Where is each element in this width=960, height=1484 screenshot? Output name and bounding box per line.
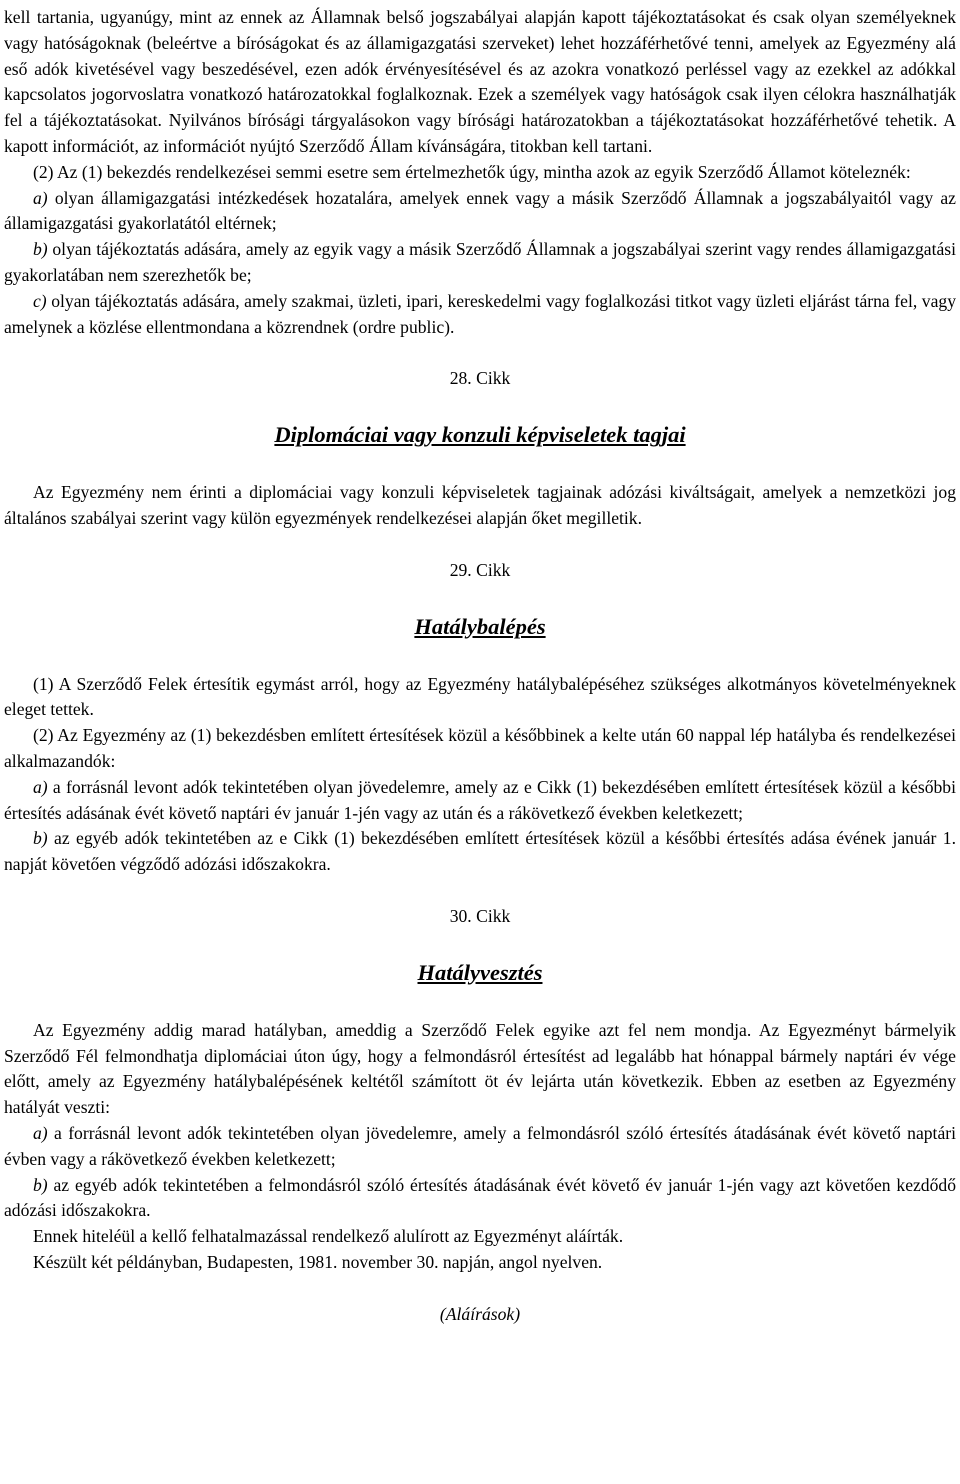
item-text: a forrásnál levont adók tekintetében olyan jövedelemre, amely a felmondásról szóló értesítés átadásának évét követő naptári évben vagy a rákövetkező években keletkezett;	[4, 1122, 956, 1169]
art30-number: 30. Cikk	[449, 905, 511, 926]
art30-text: Az Egyezmény addig marad hatályban, ameddig a Szerződő Felek egyike azt fel nem mondja. Az Egyezményt bármelyik Szerződő Fél felmondhatja diplomáciai úton úgy, hogy a felmondásról értesítést ad legalább hat hónappal bármely naptári év vége előtt, amely az Egyezmény hatálybalépésének keltétől számított öt év lejárta után következik. Ebben az esetben az Egyezmény hatályát veszti:	[4, 1019, 956, 1118]
art29-item-b	[4, 826, 956, 878]
spacer	[4, 340, 956, 366]
art30-item-b	[4, 1173, 956, 1225]
spacer	[4, 988, 956, 1018]
art28-number: 28. Cikk	[449, 368, 511, 389]
item-text: az egyéb adók tekintetében a felmondásról szóló értesítés átadásának évét követő év január 1-jén vagy azt követően kezdődő adózási időszakokra.	[4, 1174, 956, 1221]
document-page	[4, 5, 956, 1327]
closing-attestation: Ennek hiteléül a kellő felhatalmazással rendelkező alulírott az Egyezményt aláírták.	[33, 1226, 624, 1247]
spacer	[4, 392, 956, 420]
item-text: olyan tájékoztatás adására, amely az egyik vagy a másik Szerződő Államnak a jogszabályai szerint vagy rendes államigazgatási gyakorlatában nem szerezhetők be;	[4, 239, 956, 285]
spacer	[4, 584, 956, 612]
spacer	[4, 930, 956, 958]
art29-paragraph-2: (2) Az Egyezmény az (1) bekezdésben említett értesítések közül a későbbinek a kelte után 60 nappal lép hatályba és rendelkezései alkalmazandók:	[4, 725, 956, 771]
art27-paragraph-2: (2) Az (1) bekezdés rendelkezései semmi esetre sem értelmezhetők úgy, mintha azok az egyik Szerződő Államot köteleznék:	[33, 161, 911, 182]
spacer	[4, 1276, 956, 1302]
item-text: az egyéb adók tekintetében az e Cikk (1) bekezdésében említett értesítések közül a későbbi értesítés adása évének január 1. napját követően végződő adózási időszakokra.	[4, 828, 956, 875]
item-label: a)	[33, 776, 48, 797]
spacer	[4, 532, 956, 558]
item-label: b)	[33, 828, 48, 849]
signatures-label: (Aláírások)	[439, 1303, 521, 1324]
art28-title: Diplomáciai vagy konzuli képviseletek tagjai	[274, 422, 686, 448]
item-label: a)	[33, 187, 48, 208]
intro-paragraph: kell tartania, ugyanúgy, mint az ennek az Államnak belső jogszabályai alapján kapott tájékoztatásokat és csak olyan személyeknek vagy hatóságoknak (beleértve a bíróságokat és az államigazgatási szerveket) lehet hozzáférhetővé tenni, amelyek az Egyezmény alá eső adók kivetésével vagy beszedésével, ezen adók érvényesítésével és az azokra vonatkozó perléssel vagy az ezekkel az adókkal kapcsolatos jogorvoslatra vonatkozó határozatokkal foglalkoznak. Ezek a személyek vagy hatóságok csak ilyen célokra használhatják fel a tájékoztatásokat. Nyilvános bírósági tárgyalásokon vagy bírósági határozatokban a tájékoztatásokat hozzáférhetővé tehetik. A kapott információt, az információt nyújtó Szerződő Állam kívánságára, titokban kell tartani.	[4, 7, 956, 156]
art27-item-c	[4, 289, 956, 341]
item-text: olyan tájékoztatás adására, amely szakmai, üzleti, ipari, kereskedelmi vagy foglalkozási titkot vagy üzleti eljárást tárna fel, vagy amelynek a közlése ellentmondana a közrendnek (ordre public).	[4, 290, 956, 337]
item-label: b)	[33, 239, 48, 260]
spacer	[4, 642, 956, 672]
closing-place-date: Készült két példányban, Budapesten, 1981. november 30. napján, angol nyelven.	[33, 1251, 603, 1272]
art29-title: Hatálybalépés	[414, 613, 546, 639]
item-label: a)	[33, 1122, 48, 1143]
item-label: c)	[33, 290, 47, 311]
art27-item-b	[4, 237, 956, 289]
item-label: b)	[33, 1174, 48, 1195]
art29-paragraph-1: (1) A Szerződő Felek értesítik egymást arról, hogy az Egyezmény hatálybalépéséhez szükséges alkotmányos követelményeknek eleget tettek.	[4, 673, 956, 720]
art29-item-a	[4, 775, 956, 827]
item-text: olyan államigazgatási intézkedések hozatalára, amelyek ennek vagy a másik Szerződő Államnak a jogszabályaitól vagy az államigazgatási gyakorlatától eltérnek;	[4, 187, 956, 234]
art30-item-a	[4, 1121, 956, 1173]
art30-title: Hatályvesztés	[417, 959, 543, 985]
art28-text: Az Egyezmény nem érinti a diplomáciai vagy konzuli képviseletek tagjainak adózási kiváltságait, amelyek a nemzetközi jog általános szabályai szerint vagy külön egyezmények rendelkezései alapján őket megilletik.	[4, 482, 956, 528]
spacer	[4, 450, 956, 480]
art29-number: 29. Cikk	[449, 559, 511, 580]
spacer	[4, 878, 956, 904]
art27-item-a	[4, 186, 956, 238]
item-text: a forrásnál levont adók tekintetében olyan jövedelemre, amely az e Cikk (1) bekezdésében említett értesítések közül a későbbi értesítés adásának évét követő naptári év január 1-jén vagy az után és a rákövetkező években keletkezett;	[4, 776, 956, 823]
